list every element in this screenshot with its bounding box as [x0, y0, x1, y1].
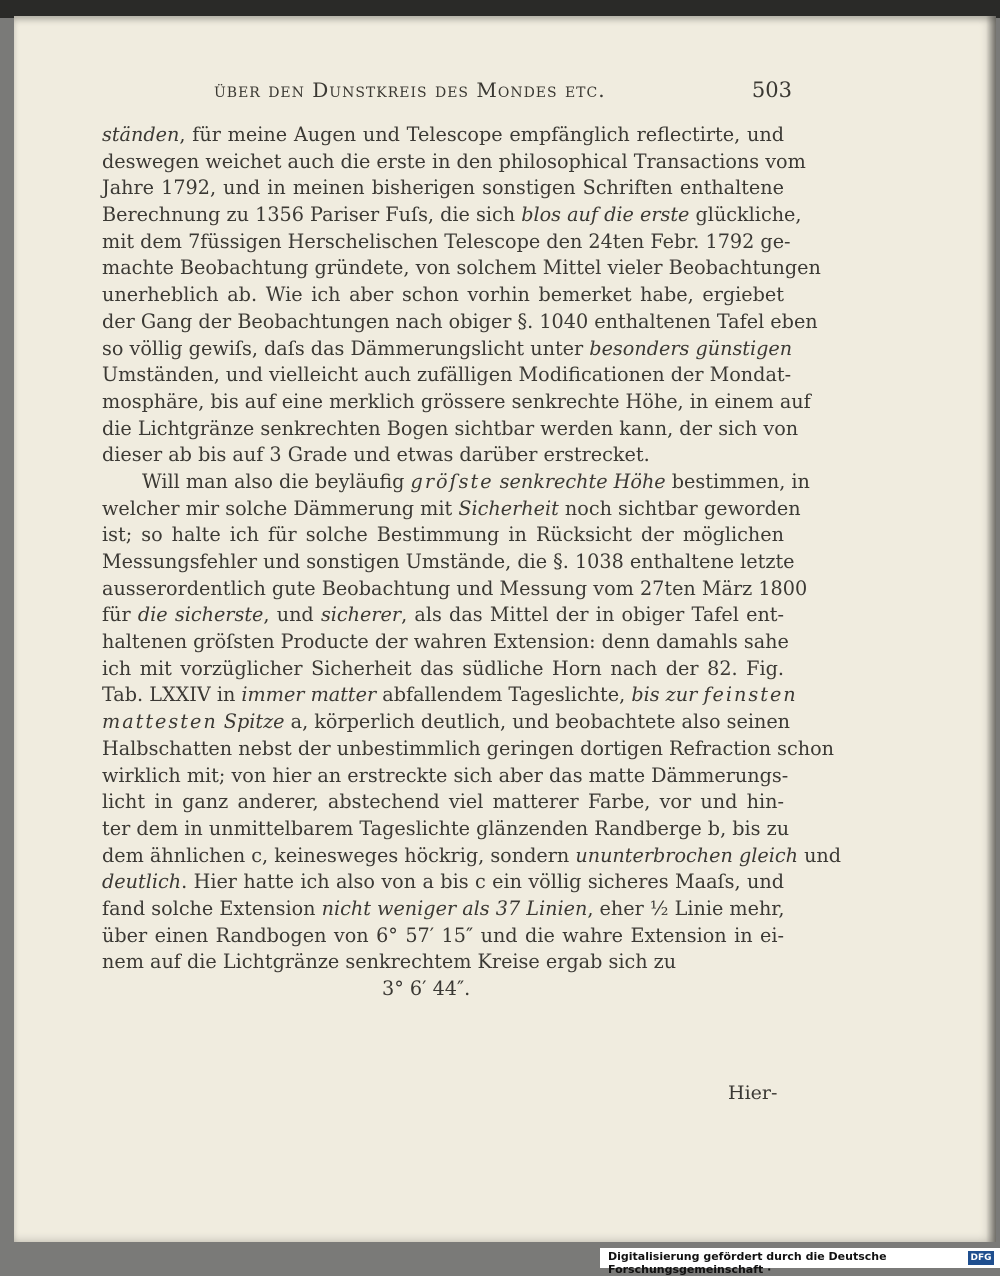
text-line — [102, 122, 784, 149]
page-header — [74, 74, 794, 108]
text-line: ich mit vorzüglicher Sicherheit das südliche Horn nach der 82. Fig. — [102, 656, 784, 680]
text-run: dem ähnlichen c, keinesweges höckrig, sondern — [102, 843, 576, 867]
digitization-footer — [600, 1248, 1000, 1276]
text-line: ausserordentlich gute Beobachtung und Messung vom 27ten März 1800 — [102, 576, 808, 600]
text-run: a, körperlich deutlich, und beobachtete also seinen — [284, 710, 791, 734]
text-run: , und — [263, 603, 321, 627]
emphasized-text: ununterbrochen gleich — [575, 843, 798, 867]
text-run: und — [797, 843, 842, 867]
text-line — [102, 896, 784, 923]
emphasized-text: gröſste — [410, 469, 494, 493]
emphasized-text: senkrechte Höhe — [499, 469, 666, 493]
text-line: Halbschatten nebst der unbestimmlich geringen dortigen Refraction schon — [102, 736, 835, 760]
text-line: ist; so halte ich für solche Bestimmung in Rücksicht der möglichen — [102, 523, 784, 547]
emphasized-text: ständen — [102, 123, 180, 146]
text-line: der Gang der Beobachtungen nach obiger §. 1040 enthaltenen Tafel eben — [102, 309, 818, 333]
emphasized-text: immer matter — [241, 683, 377, 707]
emphasized-text: sicherer — [320, 603, 402, 627]
text-line — [102, 869, 784, 896]
body-text — [102, 122, 842, 1006]
text-run: , als das Mittel der in obiger Tafel ent- — [401, 603, 784, 627]
emphasized-text: deutlich — [102, 870, 182, 894]
text-line: machte Beobachtung gründete, von solchem Mittel vieler Beobachtungen — [102, 256, 821, 280]
emphasized-text: feinsten — [703, 683, 798, 707]
text-line: deswegen weichet auch die erste in den philosophical Transactions vom — [102, 149, 806, 173]
page-number: 503 — [751, 78, 792, 102]
text-line: unerheblich ab. Wie ich aber schon vorhin bemerket habe, ergiebet — [102, 283, 784, 307]
text-run: noch sichtbar geworden — [558, 496, 801, 520]
text-line — [102, 469, 810, 496]
emphasized-text: Spitze — [223, 710, 285, 734]
running-head: über den Dunstkreis des Mondes etc. — [214, 78, 606, 102]
text-run: . Hier hatte ich also von a bis c ein völlig sicheres Maaſs, und — [181, 870, 784, 894]
text-run: , eher ½ Linie mehr, — [587, 896, 785, 920]
text-run: Berechnung zu 1356 Pariser Fuſs, die sich — [102, 203, 522, 227]
text-line: haltenen gröſsten Producte der wahren Extension: denn damahls sahe — [102, 630, 789, 654]
emphasized-text: mattesten — [102, 710, 218, 734]
emphasized-text: besonders günstigen — [589, 336, 793, 360]
emphasized-text: blos auf die erste — [521, 203, 690, 227]
text-run: für — [102, 603, 138, 627]
text-line: die Lichtgränze senkrechten Bogen sichtbar werden kann, der sich von — [102, 416, 799, 440]
footer-credit: Digitalisierung gefördert durch die Deutsche Forschungsgemeinschaft · — [608, 1250, 887, 1276]
catchword: Hier- — [728, 1082, 778, 1104]
text-line: mit dem 7füssigen Herschelischen Telescope den 24ten Febr. 1792 ge- — [102, 229, 791, 253]
emphasized-text: nicht weniger als 37 Linien — [321, 896, 588, 920]
text-line: wirklich mit; von hier an erstreckte sich aber das matte Dämmerungs- — [102, 763, 789, 787]
emphasized-text: Sicherheit — [458, 496, 559, 520]
emphasized-text: bis zur — [631, 683, 698, 707]
text-line: ter dem in unmittelbarem Tageslichte glänzenden Randberge b, bis zu — [102, 816, 790, 840]
text-line — [102, 843, 842, 870]
text-run: so völlig gewiſs, daſs das Dämmerungslicht unter — [102, 336, 590, 360]
text-line — [102, 682, 798, 709]
text-run: fand solche Extension — [102, 896, 322, 920]
text-run: Tab. LXXIV in — [102, 683, 242, 707]
text-run: , für meine Augen und Telescope empfänglich reflectirte, und — [179, 123, 784, 146]
text-line: licht in ganz anderer, abstechend viel matterer Farbe, vor und hin- — [102, 790, 784, 814]
emphasized-text: die sicherste — [137, 603, 264, 627]
text-line: Jahre 1792, und in meinen bisherigen sonstigen Schriften enthaltene — [102, 176, 784, 200]
text-line: mosphäre, bis auf eine merklich grössere senkrechte Höhe, in einem auf — [102, 389, 811, 413]
text-line — [102, 202, 802, 229]
text-run: welcher mir solche Dämmerung mit — [102, 496, 459, 520]
text-run: glückliche, — [689, 203, 802, 227]
text-line — [102, 336, 793, 363]
text-line — [102, 496, 801, 523]
formula: 3° 6′ 44″. — [382, 977, 471, 1000]
text-run: Will man also die beyläufig — [142, 469, 411, 493]
text-line — [102, 602, 784, 629]
text-line: Umständen, und vielleicht auch zufälligen Modificationen der Mondat- — [102, 363, 792, 387]
text-line: nem auf die Lichtgränze senkrechtem Kreise ergab sich zu — [102, 950, 677, 974]
text-line: Messungsfehler und sonstigen Umstände, die §. 1038 enthaltene letzte — [102, 550, 795, 573]
dfg-logo-icon: DFG — [968, 1251, 994, 1265]
text-run: bestimmen, in — [665, 469, 810, 493]
text-line — [102, 709, 791, 736]
text-line: dieser ab bis auf 3 Grade und etwas darüber erstrecket. — [102, 443, 650, 467]
text-run: abfallendem Tageslichte, — [376, 683, 632, 707]
text-line: über einen Randbogen von 6° 57′ 15″ und die wahre Extension in ei- — [102, 923, 784, 947]
book-page — [14, 16, 996, 1242]
